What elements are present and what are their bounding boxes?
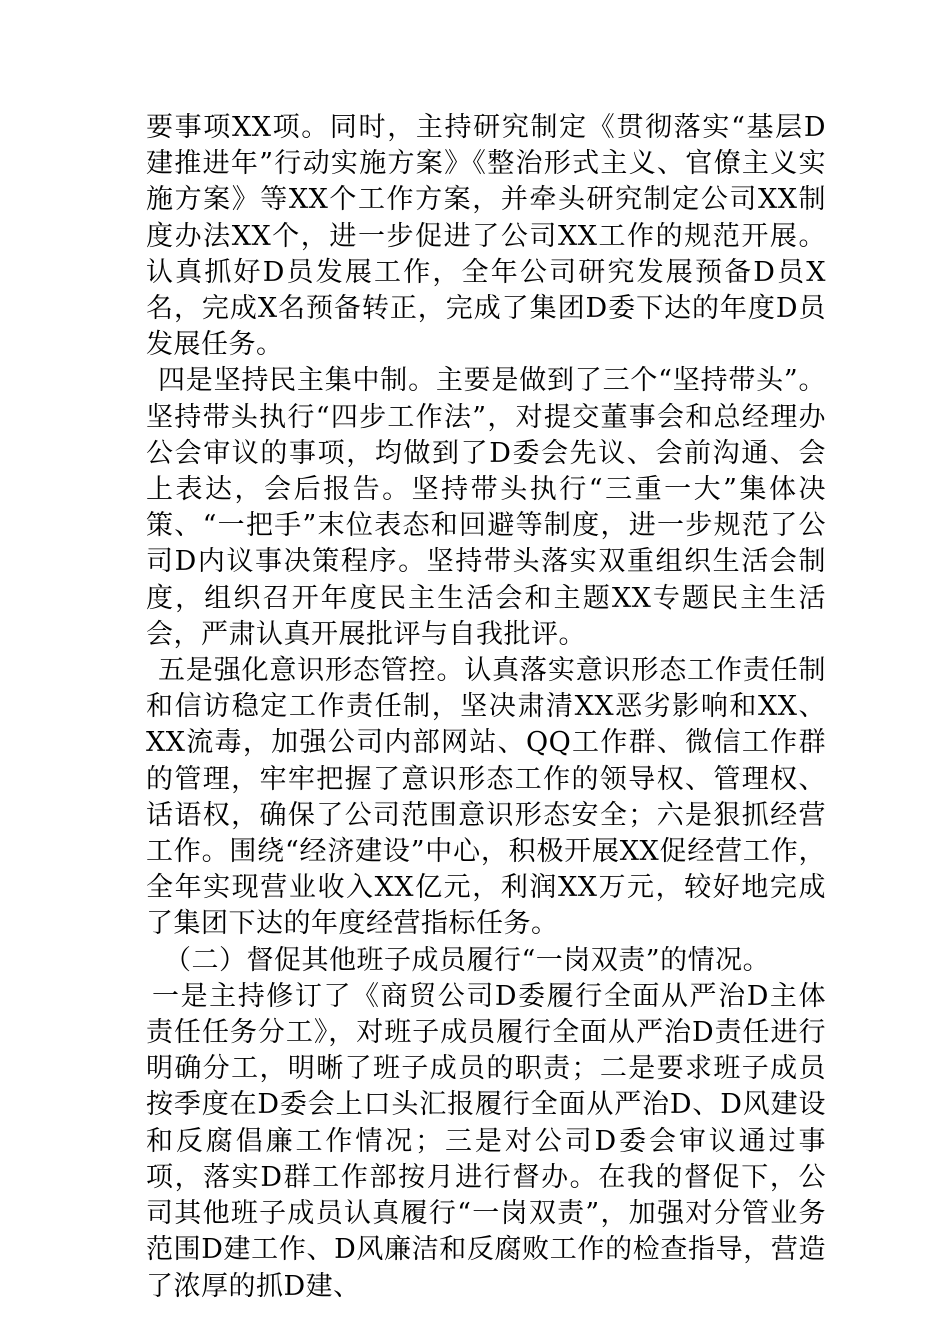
paragraph-supervision-details: 一是主持修订了《商贸公司D委履行全面从严治D主体责任任务分工》，对班子成员履行全面从严治D责任进行明确分工，明晰了班子成员的职责；二是要求班子成员按季度在D委会上口头汇报履行全面从严治D、D风建设和反腐倡廉工作情况；三是对公司D委会审议通过事项，落实D群工作部按月进行督办。在我的督促下，公司其他班子成员认真履行“一岗双责”，加强对分管业务范围D建工作、D风廉洁和反腐败工作的检查指导，营造了浓厚的抓D建、: [146, 980, 826, 1302]
document-body: [146, 110, 826, 1305]
paragraph-ideology-control: 五是强化意识形态管控。认真落实意识形态工作责任制和信访稳定工作责任制，坚决肃清XX恶劣影响和XX、XX流毒，加强公司内部网站、QQ工作群、微信工作群的管理，牢牢把握了意识形态工作的领导权、管理权、话语权，确保了公司范围意识形态安全；六是狠抓经营工作。围绕“经济建设”中心，积极开展XX促经营工作，全年实现营业收入XX亿元，利润XX万元，较好地完成了集团下达的年度经营指标任务。: [146, 655, 826, 940]
paragraph-party-building: 要事项XX项。同时，主持研究制定《贯彻落实“基层D建推进年”行动实施方案》《整治形式主义、官僚主义实施方案》等XX个工作方案，并牵头研究制定公司XX制度办法XX个，进一步促进了公司XX工作的规范开展。认真抓好D员发展工作，全年公司研究发展预备D员X名，完成X名预备转正，完成了集团D委下达的年度D员发展任务。: [146, 112, 826, 361]
paragraph-democratic-centralism: 四是坚持民主集中制。主要是做到了三个“坚持带头”。坚持带头执行“四步工作法”，对提交董事会和总经理办公会审议的事项，均做到了D委会先议、会前沟通、会上表达，会后报告。坚持带头执行“三重一大”集体决策、“一把手”末位表态和回避等制度，进一步规范了公司D内议事决策程序。坚持带头落实双重组织生活会制度，组织召开年度民主生活会和主题XX专题民主生活会，严肃认真开展批评与自我批评。: [146, 365, 826, 650]
section-heading-supervision: （二）督促其他班子成员履行“一岗双责”的情况。: [164, 944, 771, 976]
